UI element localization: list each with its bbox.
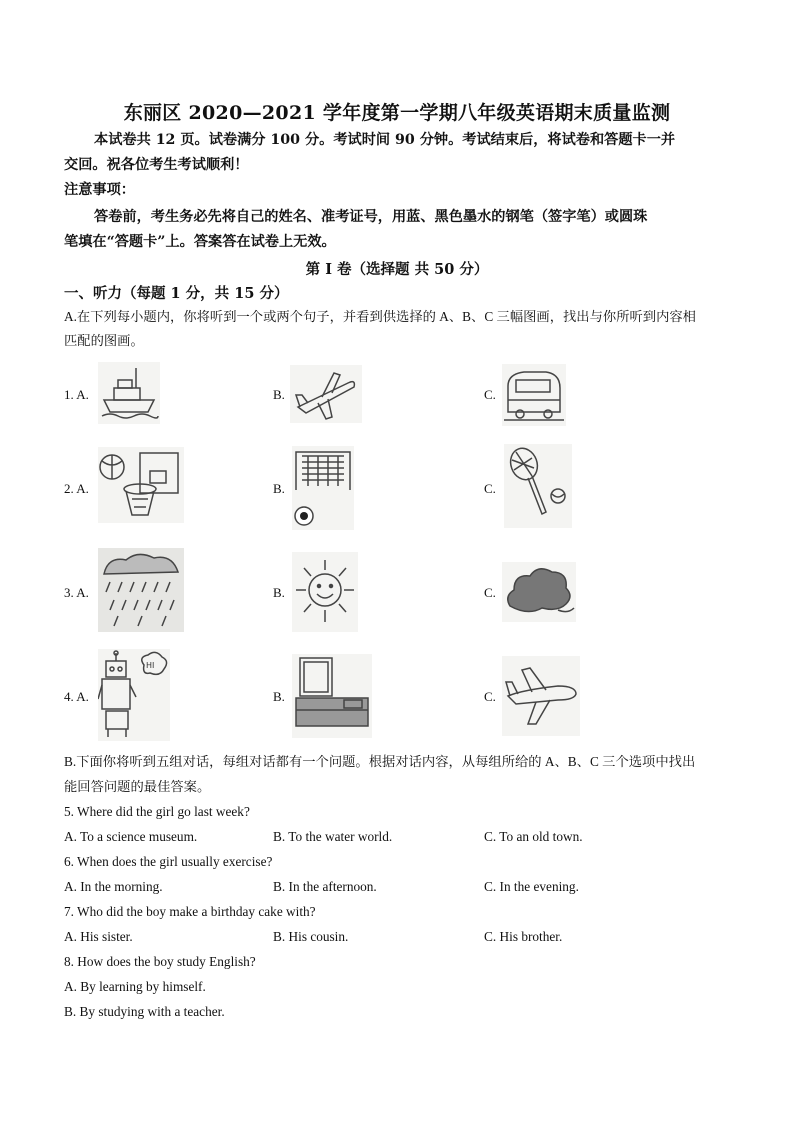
partA-instruction-line-2: 匹配的图画。 (64, 333, 144, 348)
q1-b-label: B. (273, 387, 285, 402)
q7-option-b: B. His cousin. (273, 929, 349, 944)
q4-b-label: B. (273, 689, 285, 704)
partA-instruction-line-1: A.在下列每小题内，你将听到一个或两个句子，并看到供选择的 A、B、C 三幅图画，找出与你所听到内容相 (64, 309, 696, 324)
q8-option-b: B. By studying with a teacher. (64, 1004, 225, 1019)
question-5: 5. Where did the girl go last week? (64, 804, 250, 819)
tennis-racket-icon (504, 444, 572, 528)
q1-c-label: C. (484, 387, 496, 402)
cloud-icon (502, 562, 576, 622)
q8-option-a: A. By learning by himself. (64, 979, 206, 994)
q6-option-c: C. In the evening. (484, 879, 579, 894)
q7-option-a: A. His sister. (64, 929, 133, 944)
robot-icon (98, 649, 170, 741)
q5-option-b: B. To the water world. (273, 829, 393, 844)
computer-icon (292, 654, 372, 738)
q3-c-label: C. (484, 585, 496, 600)
question-7: 7. Who did the boy make a birthday cake with? (64, 904, 316, 919)
page-title: 东丽区 2020—2021 学年度第一学期八年级英语期末质量监测 (123, 102, 671, 124)
plane-icon (502, 656, 580, 736)
notice-line-1: 答卷前，考生务必先将自己的姓名、准考证号，用蓝、黑色墨水的钢笔（签字笔）或圆珠 (94, 209, 648, 225)
airplane-icon (290, 365, 362, 423)
question-8: 8. How does the boy study English? (64, 954, 256, 969)
notice-line-2: 笔填在“答题卡”上。答案答在试卷上无效。 (64, 234, 336, 250)
rain-icon (98, 548, 184, 632)
q2-b-label: B. (273, 481, 285, 496)
partB-instruction-line-2: 能回答问题的最佳答案。 (64, 779, 211, 794)
q4-label: 4. A. (64, 689, 89, 704)
section-listening-heading: 一、听力（每题 1 分，共 15 分） (64, 285, 289, 302)
q2-c-label: C. (484, 481, 496, 496)
q5-option-c: C. To an old town. (484, 829, 583, 844)
q2-label: 2. A. (64, 481, 89, 496)
partB-instruction-line-1: B.下面你将听到五组对话，每组对话都有一个问题。根据对话内容，从每组所给的 A、B、C 三个选项中找出 (64, 754, 696, 769)
q7-option-c: C. His brother. (484, 929, 563, 944)
q4-c-label: C. (484, 689, 496, 704)
q3-b-label: B. (273, 585, 285, 600)
soccer-goal-icon (292, 446, 354, 530)
ship-icon (98, 362, 160, 424)
q6-option-b: B. In the afternoon. (273, 879, 377, 894)
part-heading: 第 I 卷（选择题 共 50 分） (305, 261, 489, 278)
basketball-hoop-icon (98, 447, 184, 523)
q5-option-a: A. To a science museum. (64, 829, 198, 844)
sun-icon (292, 552, 358, 632)
q6-option-a: A. In the morning. (64, 879, 163, 894)
q1-label: 1. A. (64, 387, 89, 402)
notice-title: 注意事项： (64, 182, 135, 198)
intro-line-1: 本试卷共 12 页。试卷满分 100 分。考试时间 90 分钟。考试结束后，将试卷和答题卡一并 (94, 132, 676, 148)
question-6: 6. When does the girl usually exercise? (64, 854, 273, 869)
svg-text:HI: HI (146, 661, 155, 670)
intro-line-2: 交回。祝各位考生考试顺利！ (64, 157, 249, 173)
q3-label: 3. A. (64, 585, 89, 600)
train-icon (502, 364, 566, 426)
